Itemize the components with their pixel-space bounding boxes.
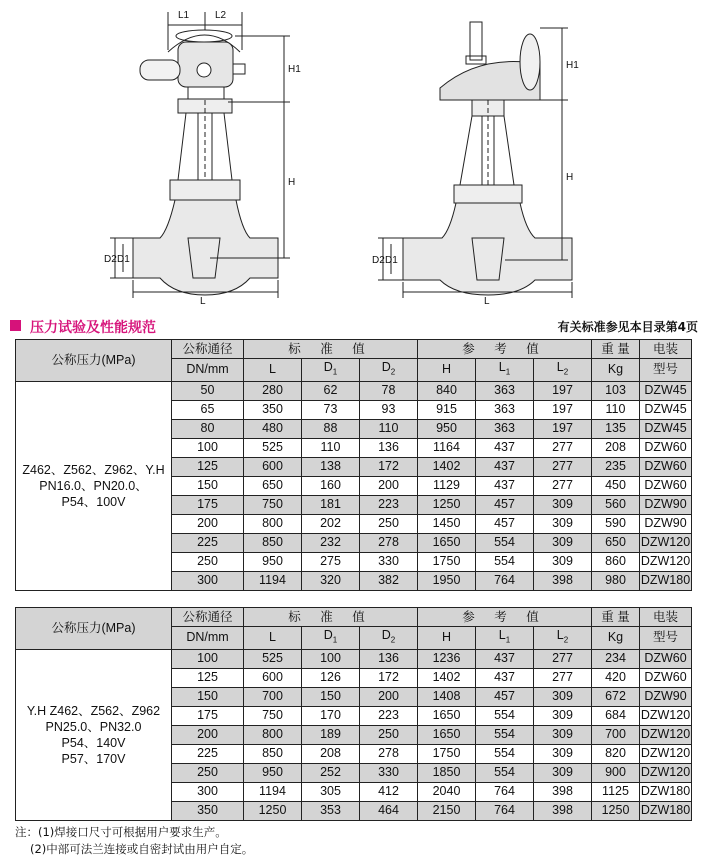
table-cell: DZW120 [640, 533, 692, 552]
table-cell: 1650 [418, 725, 476, 744]
header-L1: $L_1$ [476, 359, 534, 382]
header-dn-unit: DN/mm [172, 359, 244, 382]
header-dn: 公称通径 [172, 340, 244, 359]
table-cell: 250 [360, 514, 418, 533]
header-weight: 重 量 [592, 340, 640, 359]
table-cell: 100 [172, 438, 244, 457]
table-cell: 350 [172, 801, 244, 820]
table-cell: 1408 [418, 687, 476, 706]
table-cell: DZW60 [640, 438, 692, 457]
table-cell: 353 [302, 801, 360, 820]
header-L1: $L_1$ [476, 627, 534, 650]
table-cell: 764 [476, 801, 534, 820]
table-cell: 309 [534, 763, 592, 782]
table-cell: 278 [360, 533, 418, 552]
table-cell: 363 [476, 381, 534, 400]
header-actuator: 电装 [640, 340, 692, 359]
table-cell: 554 [476, 725, 534, 744]
pressure-class-line: P54、140V [61, 735, 126, 750]
pressure-class-cell [16, 649, 172, 820]
table-cell: 235 [592, 457, 640, 476]
table-cell: 2040 [418, 782, 476, 801]
dim-D2-label-right: D2 [372, 255, 385, 266]
table-cell: 437 [476, 649, 534, 668]
table-cell: 480 [244, 419, 302, 438]
table-cell: DZW60 [640, 668, 692, 687]
header-actuator: 电装 [640, 608, 692, 627]
table-cell: 277 [534, 476, 592, 495]
table-cell: 309 [534, 687, 592, 706]
table-cell: 250 [172, 763, 244, 782]
table-cell: 110 [360, 419, 418, 438]
spec-table-2 [15, 607, 692, 821]
table-cell: 225 [172, 744, 244, 763]
table-cell: 464 [360, 801, 418, 820]
table-cell: 840 [418, 381, 476, 400]
table-cell: 200 [172, 514, 244, 533]
note-1: 注：(1)焊接口尺寸可根据用户要求生产。 [15, 825, 227, 839]
dim-H-label: H [288, 177, 296, 188]
table-cell: 980 [592, 571, 640, 590]
table-cell: 1194 [244, 782, 302, 801]
table-cell: DZW180 [640, 801, 692, 820]
table-cell: 125 [172, 457, 244, 476]
table-cell: 420 [592, 668, 640, 687]
table-cell: 309 [534, 495, 592, 514]
right-valve-drawing [378, 22, 572, 298]
table-cell: 382 [360, 571, 418, 590]
table-cell: 172 [360, 457, 418, 476]
table-cell: 150 [172, 687, 244, 706]
table-cell: DZW120 [640, 763, 692, 782]
table-cell: 950 [244, 763, 302, 782]
table-cell: 554 [476, 744, 534, 763]
table-cell: 181 [302, 495, 360, 514]
table-cell: 309 [534, 706, 592, 725]
pressure-class-line: Y.H Z462、Z562、Z962 [26, 703, 161, 718]
table-cell: 234 [592, 649, 640, 668]
table-cell: 850 [244, 533, 302, 552]
header-actuator-type: 型号 [640, 359, 692, 382]
table-cell: 1450 [418, 514, 476, 533]
table-cell: 950 [244, 552, 302, 571]
table-cell: DZW120 [640, 552, 692, 571]
table-cell: 1236 [418, 649, 476, 668]
table-cell: 820 [592, 744, 640, 763]
table-cell: 398 [534, 801, 592, 820]
table-cell: 800 [244, 725, 302, 744]
table-cell: 398 [534, 782, 592, 801]
table-cell: DZW120 [640, 706, 692, 725]
table-cell: 900 [592, 763, 640, 782]
table-cell: 554 [476, 533, 534, 552]
dim-D1-label-right: D1 [385, 255, 398, 266]
table-cell: 225 [172, 533, 244, 552]
header-H: H [418, 359, 476, 382]
table-cell: 560 [592, 495, 640, 514]
table-cell: 554 [476, 706, 534, 725]
spec-table-1 [15, 339, 692, 591]
table-cell: DZW90 [640, 514, 692, 533]
header-pressure: 公称压力(MPa) [16, 340, 172, 382]
table-cell: 330 [360, 552, 418, 571]
table-cell: 309 [534, 533, 592, 552]
table-cell: 457 [476, 687, 534, 706]
dim-L-label: L [200, 296, 206, 305]
table-cell: 197 [534, 400, 592, 419]
table-cell: 280 [244, 381, 302, 400]
table-cell: 750 [244, 495, 302, 514]
table-cell: 50 [172, 381, 244, 400]
table-cell: 309 [534, 514, 592, 533]
table-cell: 363 [476, 400, 534, 419]
table-cell: 100 [302, 649, 360, 668]
dim-H1-label-right: H1 [566, 60, 579, 71]
table-cell: 65 [172, 400, 244, 419]
table-cell: 525 [244, 649, 302, 668]
pressure-class-line: P57、170V [61, 751, 126, 766]
header-standard: 标 准 值 [244, 608, 418, 627]
table-cell: DZW90 [640, 687, 692, 706]
table-cell: 850 [244, 744, 302, 763]
header-standard: 标 准 值 [244, 340, 418, 359]
table-cell: 1402 [418, 668, 476, 687]
table-cell: 450 [592, 476, 640, 495]
header-reference: 参 考 值 [418, 340, 592, 359]
table-cell: 650 [244, 476, 302, 495]
dim-L1-label: L1 [178, 10, 190, 21]
table-cell: 208 [302, 744, 360, 763]
pressure-class-line: PN25.0、PN32.0 [45, 719, 142, 734]
table-cell: 175 [172, 495, 244, 514]
table-cell: 915 [418, 400, 476, 419]
table-cell: DZW120 [640, 725, 692, 744]
table-cell: 110 [302, 438, 360, 457]
section-reference: 有关标准参见本目录第4页 [557, 320, 698, 334]
table-cell: 1650 [418, 706, 476, 725]
table-cell: 150 [172, 476, 244, 495]
table-cell: 200 [360, 476, 418, 495]
pressure-class-line: Z462、Z562、Z962、Y.H [22, 462, 165, 477]
table-cell: 1250 [244, 801, 302, 820]
table-cell: 437 [476, 476, 534, 495]
table-cell: 1250 [592, 801, 640, 820]
table-cell: 300 [172, 571, 244, 590]
table-cell: 1194 [244, 571, 302, 590]
table-cell: 202 [302, 514, 360, 533]
table-cell: 800 [244, 514, 302, 533]
table-cell: 150 [302, 687, 360, 706]
table-cell: DZW180 [640, 571, 692, 590]
header-D1: $D_1$ [302, 359, 360, 382]
table-cell: 309 [534, 552, 592, 571]
table-cell: 175 [172, 706, 244, 725]
table-cell: 275 [302, 552, 360, 571]
table-cell: DZW60 [640, 476, 692, 495]
table-cell: 136 [360, 438, 418, 457]
header-weight-unit: Kg [592, 627, 640, 650]
table-cell: 764 [476, 571, 534, 590]
table-cell: DZW45 [640, 419, 692, 438]
table-cell: 700 [244, 687, 302, 706]
table-cell: 136 [360, 649, 418, 668]
table-cell: 135 [592, 419, 640, 438]
table-cell: 363 [476, 419, 534, 438]
table-cell: 1750 [418, 552, 476, 571]
table-cell: 172 [360, 668, 418, 687]
table-cell: 320 [302, 571, 360, 590]
table-cell: 277 [534, 649, 592, 668]
table-cell: 232 [302, 533, 360, 552]
table-cell: DZW60 [640, 457, 692, 476]
table-cell: DZW180 [640, 782, 692, 801]
table-cell: 1250 [418, 495, 476, 514]
dim-L2-label: L2 [215, 10, 227, 21]
header-H: H [418, 627, 476, 650]
dim-H1-label: H1 [288, 64, 301, 75]
dim-D2-label: D2 [104, 254, 117, 265]
table-cell: 457 [476, 495, 534, 514]
header-dn: 公称通径 [172, 608, 244, 627]
header-L2: $L_2$ [534, 627, 592, 650]
header-D2: $D_2$ [360, 627, 418, 650]
table-cell: 88 [302, 419, 360, 438]
table-cell: 125 [172, 668, 244, 687]
table-cell: 73 [302, 400, 360, 419]
table-cell: 330 [360, 763, 418, 782]
table-cell: 750 [244, 706, 302, 725]
table-cell: 78 [360, 381, 418, 400]
table-cell: 93 [360, 400, 418, 419]
dim-H-label-right: H [566, 172, 574, 183]
header-pressure: 公称压力(MPa) [16, 608, 172, 650]
header-D2: $D_2$ [360, 359, 418, 382]
table-cell: 100 [172, 649, 244, 668]
table-cell: 650 [592, 533, 640, 552]
table-row [16, 649, 692, 668]
table-cell: 189 [302, 725, 360, 744]
table-cell: 672 [592, 687, 640, 706]
table-cell: 300 [172, 782, 244, 801]
table-cell: DZW90 [640, 495, 692, 514]
table-cell: DZW45 [640, 381, 692, 400]
table-cell: 525 [244, 438, 302, 457]
header-L: L [244, 627, 302, 650]
table-cell: 309 [534, 725, 592, 744]
table-cell: 160 [302, 476, 360, 495]
table-cell: 590 [592, 514, 640, 533]
table-cell: 200 [172, 725, 244, 744]
notes [15, 824, 253, 858]
table-cell: 170 [302, 706, 360, 725]
dim-L-label-right: L [484, 296, 490, 305]
table-cell: 1164 [418, 438, 476, 457]
table-cell: 277 [534, 668, 592, 687]
table-cell: 412 [360, 782, 418, 801]
table-cell: 1750 [418, 744, 476, 763]
table-cell: 684 [592, 706, 640, 725]
table-cell: 138 [302, 457, 360, 476]
table-cell: DZW120 [640, 744, 692, 763]
dim-D1-label: D1 [117, 254, 130, 265]
table-cell: 277 [534, 438, 592, 457]
table-cell: 457 [476, 514, 534, 533]
pressure-class-line: PN16.0、PN20.0、 [39, 478, 148, 493]
table-cell: 437 [476, 457, 534, 476]
table-cell: 200 [360, 687, 418, 706]
table-cell: 1129 [418, 476, 476, 495]
table-cell: 277 [534, 457, 592, 476]
table-cell: 126 [302, 668, 360, 687]
table-cell: 860 [592, 552, 640, 571]
section-marker-icon [10, 320, 21, 331]
table-cell: 764 [476, 782, 534, 801]
table-cell: 197 [534, 381, 592, 400]
table-cell: 1850 [418, 763, 476, 782]
table-cell: 398 [534, 571, 592, 590]
header-dn-unit: DN/mm [172, 627, 244, 650]
table-cell: 309 [534, 744, 592, 763]
header-weight: 重 量 [592, 608, 640, 627]
table-cell: 600 [244, 668, 302, 687]
table-cell: 350 [244, 400, 302, 419]
table-cell: 600 [244, 457, 302, 476]
table-cell: DZW60 [640, 649, 692, 668]
table-cell: 1950 [418, 571, 476, 590]
table-row [16, 381, 692, 400]
table-cell: 250 [360, 725, 418, 744]
table-cell: 437 [476, 668, 534, 687]
table-cell: 223 [360, 706, 418, 725]
header-actuator-type: 型号 [640, 627, 692, 650]
table-cell: 554 [476, 552, 534, 571]
header-reference: 参 考 值 [418, 608, 592, 627]
table-cell: 437 [476, 438, 534, 457]
section-header [8, 317, 702, 337]
section-title: 压力试验及性能规范 [30, 320, 156, 336]
table-cell: 197 [534, 419, 592, 438]
header-D1: $D_1$ [302, 627, 360, 650]
valve-drawings [0, 0, 710, 305]
note-2: (2)中部可法兰连接或自密封试由用户自定。 [30, 842, 254, 856]
table-cell: 1125 [592, 782, 640, 801]
table-cell: 103 [592, 381, 640, 400]
table-cell: 110 [592, 400, 640, 419]
table-cell: 80 [172, 419, 244, 438]
header-L: L [244, 359, 302, 382]
table-cell: 950 [418, 419, 476, 438]
table-cell: 554 [476, 763, 534, 782]
pressure-class-cell [16, 381, 172, 590]
table-cell: 208 [592, 438, 640, 457]
table-cell: 700 [592, 725, 640, 744]
header-L2: $L_2$ [534, 359, 592, 382]
table-cell: 223 [360, 495, 418, 514]
table-cell: DZW45 [640, 400, 692, 419]
left-valve-drawing [110, 12, 290, 298]
table-cell: 2150 [418, 801, 476, 820]
table-cell: 252 [302, 763, 360, 782]
header-weight-unit: Kg [592, 359, 640, 382]
table-cell: 1650 [418, 533, 476, 552]
table-cell: 62 [302, 381, 360, 400]
table-cell: 305 [302, 782, 360, 801]
table-cell: 1402 [418, 457, 476, 476]
pressure-class-line: P54、100V [61, 494, 126, 509]
table-cell: 250 [172, 552, 244, 571]
table-cell: 278 [360, 744, 418, 763]
